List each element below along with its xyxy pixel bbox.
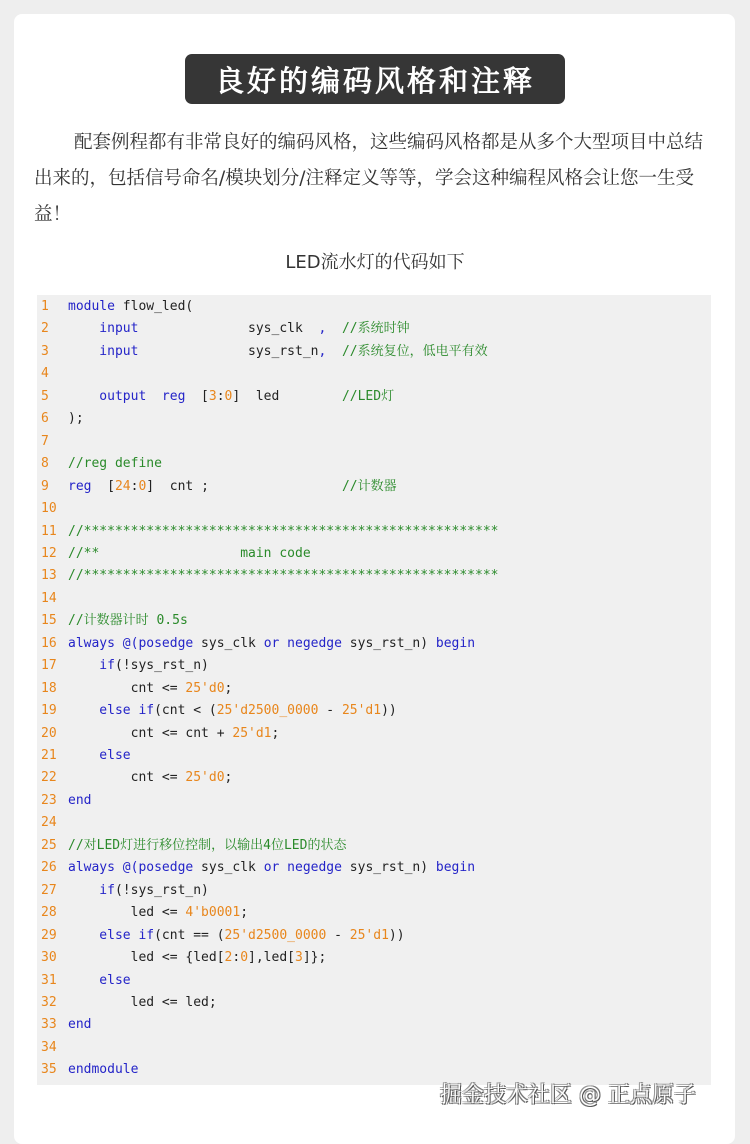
code-line (37, 835, 346, 857)
line-number: 15 (41, 613, 57, 629)
code-line (37, 431, 68, 453)
code-token-id: ; (240, 905, 249, 921)
line-number: 19 (41, 703, 57, 719)
line-number: 22 (41, 770, 57, 786)
code-token-cm: //** (68, 545, 100, 561)
code-token-id: flow_led( (114, 299, 194, 314)
line-number: 28 (41, 905, 57, 921)
code-token-id: led <= {led[ (68, 950, 225, 966)
code-token-kw: end (68, 792, 92, 808)
line-number: 29 (41, 927, 57, 943)
code-token-kw: always @(posedge (68, 860, 194, 876)
code-line (37, 386, 394, 408)
code-token-id: [ (91, 478, 115, 494)
code-token-num: 25'd2500_0000 (224, 927, 327, 943)
code-token-num: 25'd1 (232, 725, 272, 741)
line-number: 33 (41, 1017, 57, 1033)
line-number: 4 (41, 366, 49, 382)
code-token-kw: else if (68, 927, 155, 943)
code-line (37, 543, 311, 565)
code-token-id (326, 321, 342, 336)
code-token-kw: else (68, 748, 131, 763)
code-token-id: sys_clk (138, 321, 319, 337)
code-line (37, 296, 193, 318)
code-line (37, 1037, 68, 1059)
code-token-id: ] cnt ; (146, 478, 342, 494)
code-token-id: - (326, 927, 350, 943)
code-token-id: [ (185, 388, 209, 404)
line-number: 34 (41, 1039, 57, 1055)
section-heading: 良好的编码风格和注释 (214, 63, 535, 98)
code-token-id: ] led (232, 388, 342, 404)
code-token-id: : (216, 388, 225, 404)
code-token-id: sys_rst_n) (341, 860, 436, 876)
code-token-kw: endmodule (68, 1062, 139, 1078)
code-token-id: sys_rst_n) (341, 635, 436, 651)
code-line (37, 341, 488, 363)
code-token-id: )) (381, 703, 397, 719)
code-token-cm: //***************************************************** (68, 523, 499, 539)
code-token-cm: //计数器计时 0.5s (68, 613, 188, 629)
code-line (37, 476, 397, 498)
code-token-id: cnt <= (68, 770, 186, 786)
code-line (37, 588, 68, 610)
code-line (37, 610, 188, 632)
code-line (37, 363, 68, 385)
line-number: 17 (41, 658, 57, 674)
code-line (37, 453, 162, 475)
code-token-kw: module (68, 299, 115, 314)
code-line (37, 745, 131, 767)
line-number: 11 (41, 523, 57, 539)
line-number: 7 (41, 433, 49, 449)
line-number: 14 (41, 590, 57, 606)
code-token-cm: //对LED灯进行移位控制，以输出4位LED的状态 (68, 837, 347, 853)
line-number: 21 (41, 748, 57, 763)
code-token-id: (!sys_rst_n) (114, 882, 209, 898)
code-token-num: 25'd0 (185, 680, 225, 696)
code-token-kw: , (318, 321, 327, 337)
code-line (37, 633, 475, 655)
code-token-id: led <= led; (68, 994, 217, 1010)
code-line (37, 565, 498, 587)
code-token-id (326, 344, 342, 359)
code-line (37, 767, 232, 789)
code-token-kw: end (68, 1017, 92, 1033)
code-token-id: cnt <= cnt + (68, 725, 233, 741)
line-number: 27 (41, 882, 57, 898)
code-token-kw: begin (435, 860, 476, 876)
code-token-cm: //LED灯 (341, 388, 395, 404)
code-token-id (99, 546, 240, 561)
code-line (37, 902, 248, 924)
line-number: 12 (41, 545, 57, 561)
line-number: 18 (41, 680, 57, 696)
code-token-num: 4'b0001 (185, 905, 241, 921)
code-token-kw: or negedge (263, 635, 342, 651)
code-token-id: (cnt < ( (154, 703, 217, 719)
line-number: 20 (41, 725, 57, 741)
code-token-num: 3 (208, 388, 217, 404)
code-line (37, 947, 326, 969)
code-line (37, 700, 397, 722)
line-number: 30 (41, 950, 57, 966)
code-line (37, 318, 410, 340)
code-token-cm: //系统时钟 (341, 321, 410, 337)
line-number: 32 (41, 994, 57, 1010)
code-token-kw: or negedge (263, 860, 342, 876)
code-token-num: 25'd1 (341, 703, 382, 719)
code-line (37, 1014, 91, 1036)
code-token-num: 24 (114, 478, 131, 494)
code-token-id: ; (224, 770, 233, 786)
code-token-kw: input (68, 343, 139, 359)
code-token-num: 25'd2500_0000 (216, 703, 319, 719)
line-number: 24 (41, 815, 57, 831)
code-line (37, 408, 84, 430)
code-line (37, 498, 68, 520)
intro-paragraph: 配套例程都有非常良好的编码风格，这些编码风格都是从多个大型项目中总结出来的，包括信号命名/模块划分/注释定义等等，学会这种编程风格会让您一生受益！ (34, 132, 704, 225)
code-token-cm: main code (240, 545, 311, 561)
code-caption: LED流水灯的代码如下 (285, 252, 465, 273)
code-token-num: 2 (224, 950, 233, 966)
line-number: 13 (41, 568, 57, 584)
line-number: 23 (41, 792, 57, 808)
code-token-id: ]}; (302, 950, 327, 966)
code-token-cm: //计数器 (341, 478, 397, 494)
code-token-id: ],led[ (248, 950, 295, 966)
code-token-cm: //系统复位，低电平有效 (341, 343, 488, 359)
line-number: 35 (41, 1062, 57, 1078)
line-number: 25 (41, 837, 57, 853)
code-line (37, 678, 232, 700)
code-token-kw: reg (68, 478, 92, 494)
code-token-num: 3 (295, 950, 303, 966)
section-heading-banner (185, 54, 565, 104)
code-token-id: ; (224, 680, 233, 696)
code-token-kw: begin (435, 635, 476, 651)
code-token-num: 0 (240, 950, 249, 966)
code-line (37, 790, 91, 812)
code-token-num: 0 (224, 388, 233, 404)
code-token-id: (cnt == ( (154, 927, 225, 943)
code-token-id: : (232, 950, 241, 966)
code-token-id: : (130, 478, 139, 494)
code-line (37, 1059, 138, 1081)
line-number: 8 (41, 456, 49, 472)
line-number: 26 (41, 860, 57, 876)
code-token-cm: //reg define (68, 456, 162, 472)
code-token-id: led <= (68, 905, 186, 921)
code-token-id: ); (68, 411, 84, 427)
code-token-num: 25'd0 (185, 770, 225, 786)
line-number: 16 (41, 635, 57, 651)
line-number: 3 (41, 343, 49, 359)
code-token-id: )) (388, 927, 405, 943)
code-token-kw: , (318, 343, 327, 359)
code-token-kw: output reg (68, 388, 186, 404)
watermark: 掘金技术社区 @ 正点原子 (440, 1083, 696, 1108)
code-token-id: sys_clk (193, 860, 264, 876)
line-number: 6 (41, 411, 49, 427)
code-token-kw: always @(posedge (68, 635, 194, 651)
code-token-cm: //***************************************************** (68, 568, 499, 584)
line-number: 2 (41, 321, 49, 337)
code-block (37, 295, 711, 1085)
code-token-id: - (318, 703, 342, 719)
code-line (37, 857, 475, 879)
code-line (37, 655, 209, 677)
code-token-kw: if (68, 882, 115, 898)
code-token-num: 25'd1 (349, 927, 389, 943)
code-line (37, 812, 68, 834)
code-token-id: sys_rst_n (138, 343, 319, 359)
code-line (37, 723, 279, 745)
code-token-kw: else (68, 972, 131, 988)
code-line (37, 970, 131, 992)
line-number: 5 (41, 388, 49, 404)
line-number: 31 (41, 972, 57, 988)
code-token-num: 0 (138, 478, 147, 494)
line-number: 1 (41, 299, 49, 314)
code-line (37, 521, 498, 543)
code-token-kw: input (68, 321, 139, 337)
code-line (37, 992, 217, 1014)
code-token-id: sys_clk (193, 635, 264, 651)
code-token-kw: if (68, 658, 115, 674)
code-line (37, 880, 209, 902)
code-token-id: cnt <= (68, 680, 186, 696)
line-number: 10 (41, 501, 57, 517)
code-token-id: (!sys_rst_n) (114, 658, 209, 674)
line-number: 9 (41, 478, 49, 494)
code-token-id: ; (271, 725, 280, 741)
code-token-kw: else if (68, 703, 155, 719)
code-line (37, 925, 405, 947)
